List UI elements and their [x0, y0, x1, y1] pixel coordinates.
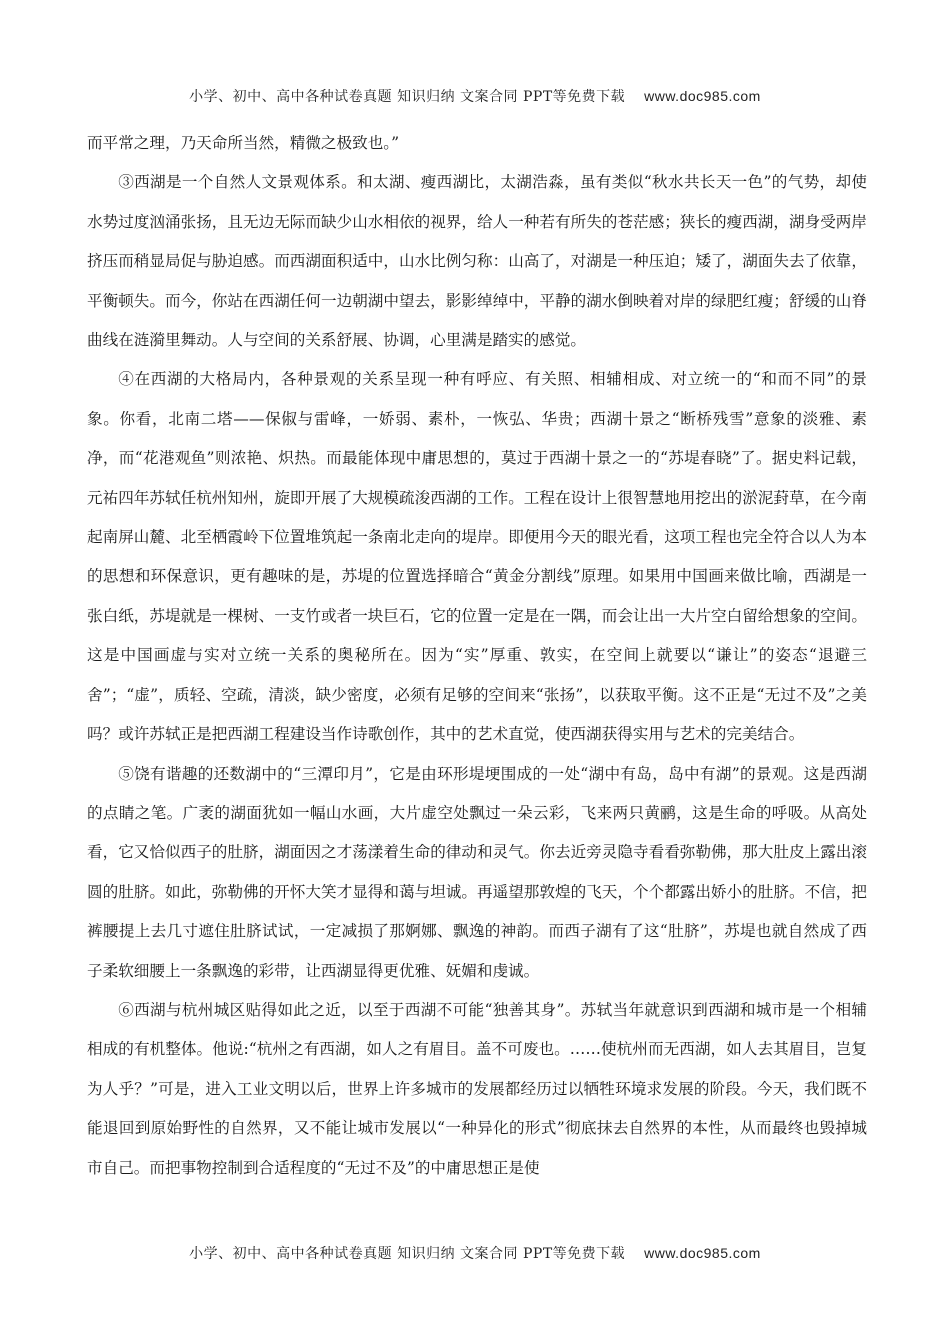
page-footer-banner: [0, 1243, 950, 1263]
header-banner-url[interactable]: www.doc985.com: [644, 88, 761, 104]
page-header-banner: [0, 86, 950, 106]
paragraph-continuation: 而平常之理，乃天命所当然，精微之极致也。”: [87, 134, 400, 152]
paragraph-6: ⑥西湖与杭州城区贴得如此之近，以至于西湖不可能“独善其身”。苏轼当年就意识到西湖和城市是一个相辅相成的有机整体。他说:“杭州之有西湖，如人之有眉目。盖不可废也。……使杭州而无西湖，如人去其眉目，岂复为人乎？”可是，进入工业文明以后，世界上许多城市的发展都经历过以牺牲环境求发展的阶段。今天，我们既不能退回到原始野性的自然界，又不能让城市发展以“一种异化的形式”彻底抹去自然界的本性，从而最终也毁掉城市自己。而把事物控制到合适程度的“无过不及”的中庸思想正是使: [87, 1000, 867, 1177]
paragraph-3: ③西湖是一个自然人文景观体系。和太湖、瘦西湖比，太湖浩淼，虽有类似“秋水共长天一色”的气势，却使水势过度汹涌张扬，且无边无际而缺少山水相依的视界，给人一种若有所失的苍茫感；狭长的瘦西湖，湖身受两岸挤压而稍显局促与胁迫感。而西湖面积适中，山水比例匀称：山高了，对湖是一种压迫；矮了，湖面失去了依靠，平衡顿失。而今，你站在西湖任何一边朝湖中望去，影影绰绰中，平静的湖水倒映着对岸的绿肥红瘦；舒缓的山脊曲线在涟漪里舞动。人与空间的关系舒展、协调，心里满是踏实的感觉。: [87, 173, 867, 350]
paragraph-4: ④在西湖的大格局内，各种景观的关系呈现一种有呼应、有关照、相辅相成、对立统一的“和而不同”的景象。你看，北南二塔——保俶与雷峰，一娇弱、素朴，一恢弘、华贵；西湖十景之“断桥残雪”意象的淡雅、素净，而“花港观鱼”则浓艳、炽热。而最能体现中庸思想的，莫过于西湖十景之一的“苏堤春晓”了。据史料记载，元祐四年苏轼任杭州知州，旋即开展了大规模疏浚西湖的工作。工程在设计上很智慧地用挖出的淤泥葑草，在今南起南屏山麓、北至栖霞岭下位置堆筑起一条南北走向的堤岸。即便用今天的眼光看，这项工程也完全符合以人为本的思想和环保意识，更有趣味的是，苏堤的位置选择暗合“黄金分割线”原理。如果用中国画来做比喻，西湖是一张白纸，苏堤就是一棵树、一支竹或者一块巨石，它的位置一定是在一隅，而会让出一大片空白留给想象的空间。这是中国画虚与实对立统一关系的奥秘所在。因为“实”厚重、敦实，在空间上就要以“谦让”的姿态“退避三舍”；“虚”，质轻、空疏，清淡，缺少密度，必须有足够的空间来“张扬”，以获取平衡。这不正是“无过不及”之美吗？或许苏轼正是把西湖工程建设当作诗歌创作，其中的艺术直觉，使西湖获得实用与艺术的完美结合。: [87, 370, 867, 744]
article-body: [87, 124, 867, 1188]
paragraph-5: ⑤饶有谐趣的还数湖中的“三潭印月”，它是由环形堤埂围成的一处“湖中有岛，岛中有湖”的景观。这是西湖的点睛之笔。广袤的湖面犹如一幅山水画，大片虚空处飘过一朵云彩，飞来两只黄鹂，这是生命的呼吸。从高处看，它又恰似西子的肚脐，湖面因之才荡漾着生命的律动和灵气。你去近旁灵隐寺看看弥勒佛，那大肚皮上露出滚圆的肚脐。如此，弥勒佛的开怀大笑才显得和蔼与坦诚。再遥望那敦煌的飞天，个个都露出娇小的肚脐。不信，把裤腰提上去几寸遮住肚脐试试，一定减损了那婀娜、飘逸的神韵。而西子湖有了这“肚脐”，苏堤也就自然成了西子柔软细腰上一条飘逸的彩带，让西湖显得更优雅、妩媚和虔诚。: [87, 764, 867, 980]
header-banner-text: 小学、初中、高中各种试卷真题 知识归纳 文案合同 PPT等免费下载: [189, 89, 626, 105]
footer-banner-url[interactable]: www.doc985.com: [644, 1245, 761, 1261]
footer-banner-text: 小学、初中、高中各种试卷真题 知识归纳 文案合同 PPT等免费下载: [189, 1246, 626, 1262]
